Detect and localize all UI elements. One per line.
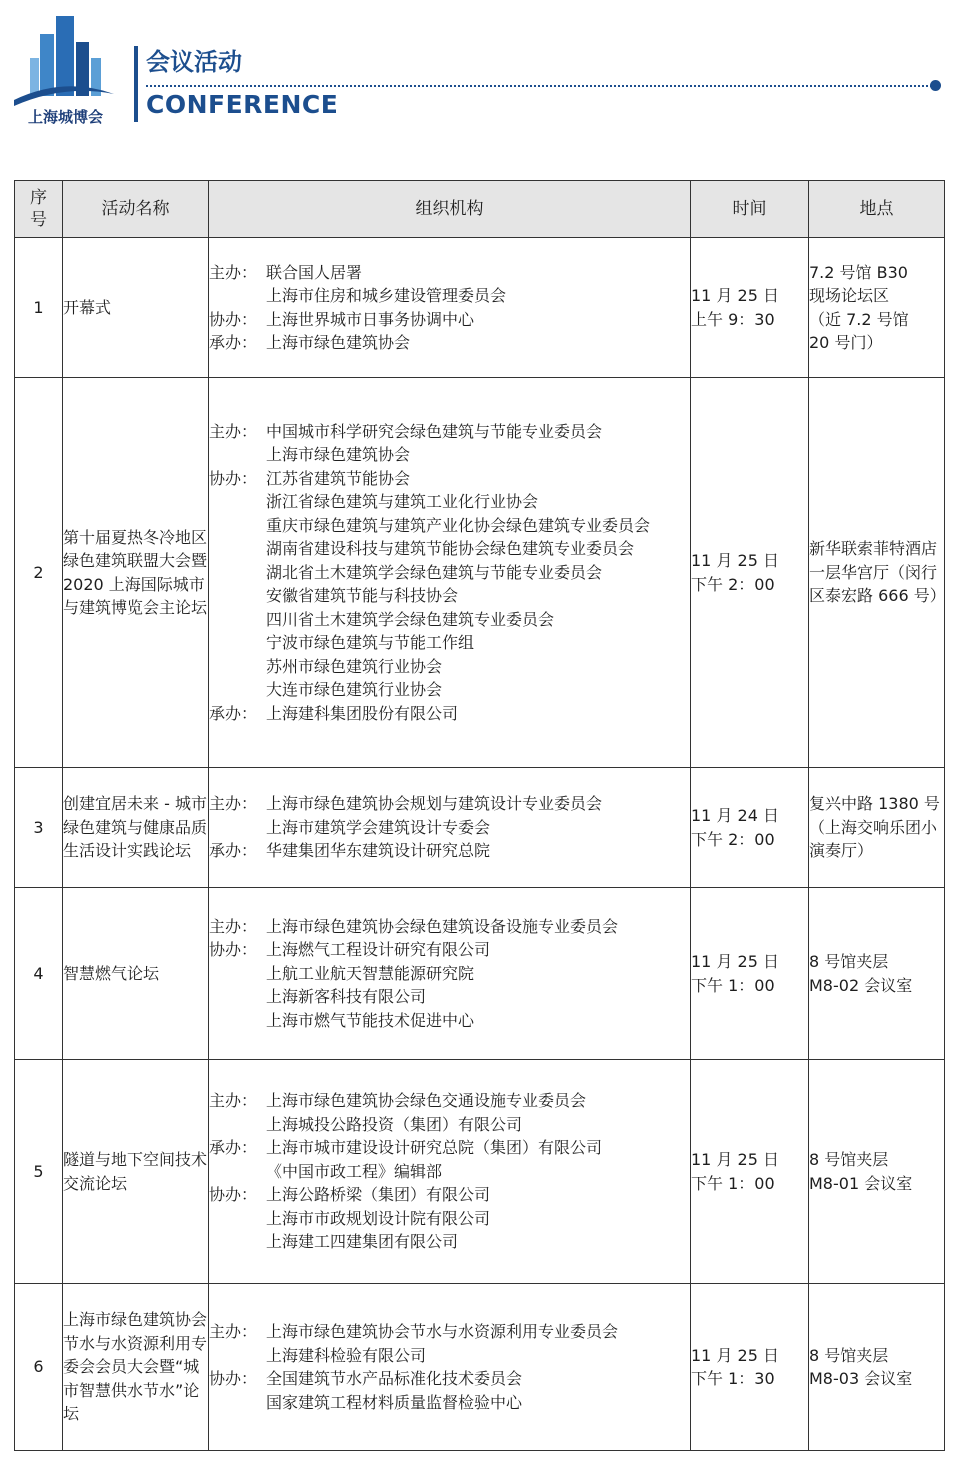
place-line: 现场论坛区: [809, 286, 890, 305]
organizer-group: [209, 467, 690, 702]
table-row: [15, 888, 945, 1060]
organizer-role: 协办：: [209, 468, 258, 488]
row-number: 4: [15, 888, 63, 1060]
organizer-name: 湖北省土木建筑学会绿色建筑与节能专业委员会: [266, 562, 603, 582]
organizer-list: [266, 792, 690, 839]
event-time: [691, 888, 809, 1060]
table-row: [15, 768, 945, 888]
organizers-cell: [209, 768, 691, 888]
organizer-name: 上海市燃气节能技术促进中心: [266, 1010, 475, 1030]
time-line: 下午 1：00: [691, 1173, 775, 1193]
organizer-name: 上海市市政规划设计院有限公司: [266, 1208, 491, 1228]
organizer-role: 协办：: [209, 1185, 258, 1205]
col-header-no: 序号: [15, 181, 63, 238]
organizer-name: 安徽省建筑节能与科技协会: [266, 586, 459, 606]
organizer-name: 上海市城市建设设计研究总院（集团）有限公司: [266, 1138, 603, 1158]
organizer-role: 主办：: [209, 421, 258, 441]
event-time: [691, 1284, 809, 1451]
organizer-role: 承办：: [209, 333, 258, 352]
organizer-list: [266, 261, 690, 308]
organizer-list: [266, 839, 690, 863]
organizer-name: 上海市建筑学会建筑设计专委会: [266, 817, 491, 837]
organizer-group: [209, 915, 690, 939]
place-line: M8-02 会议室: [809, 975, 913, 995]
event-place: [809, 238, 945, 378]
organizer-role: 主办：: [209, 262, 258, 282]
activity-name: 创建宜居未来 - 城市绿色建筑与健康品质生活设计实践论坛: [63, 768, 209, 888]
organizer-role: 协办：: [209, 940, 258, 960]
logo-text: 上海城博会: [28, 108, 104, 126]
place-line: 20 号门）: [809, 333, 883, 352]
organizer-name: 上海市绿色建筑协会: [266, 333, 411, 352]
organizer-list: [266, 1089, 690, 1136]
activity-name: 开幕式: [63, 238, 209, 378]
organizer-role: 承办：: [209, 1138, 258, 1158]
organizer-role: 承办：: [209, 703, 258, 723]
activity-name: 智慧燃气论坛: [63, 888, 209, 1060]
organizer-name: 上海市绿色建筑协会规划与建筑设计专业委员会: [266, 794, 603, 814]
table-header-row: [15, 181, 945, 238]
organizer-group: [209, 702, 690, 726]
event-place: [809, 768, 945, 888]
organizer-name: 《中国市政工程》编辑部: [266, 1161, 443, 1181]
row-number: 1: [15, 238, 63, 378]
time-line: 11 月 24 日: [691, 806, 779, 825]
organizer-name: 上海建工四建集团有限公司: [266, 1232, 459, 1252]
col-header-time: 时间: [691, 181, 809, 238]
col-header-name: 活动名称: [63, 181, 209, 238]
organizer-name: 重庆市绿色建筑与建筑产业化协会绿色建筑专业委员会: [266, 515, 651, 535]
table-row: [15, 1060, 945, 1284]
organizer-group: [209, 1183, 690, 1254]
table-row: [15, 378, 945, 768]
organizer-name: 上海市绿色建筑协会: [266, 445, 411, 465]
table-row: [15, 1284, 945, 1451]
page-header: [0, 0, 956, 140]
organizer-group: [209, 1089, 690, 1136]
row-number: 5: [15, 1060, 63, 1284]
organizer-name: 上海市绿色建筑协会节水与水资源利用专业委员会: [266, 1322, 619, 1341]
organizer-role: 主办：: [209, 1091, 258, 1111]
place-line: 8 号馆夹层: [809, 1345, 889, 1365]
organizer-name: 大连市绿色建筑行业协会: [266, 680, 443, 700]
organizer-list: [266, 938, 690, 1032]
time-line: 下午 2：00: [691, 829, 775, 849]
organizer-name: 国家建筑工程材料质量监督检验中心: [266, 1392, 523, 1412]
organizer-group: [209, 1320, 690, 1367]
organizer-group: [209, 308, 690, 332]
organizer-name: 上海城投公路投资（集团）有限公司: [266, 1114, 523, 1134]
organizer-name: 湖南省建设科技与建筑节能协会绿色建筑专业委员会: [266, 539, 635, 559]
place-line: 复兴中路 1380 号（上海交响乐团小演奏厅）: [809, 794, 940, 861]
organizers-cell: [209, 378, 691, 768]
event-place: [809, 1284, 945, 1451]
organizer-group: [209, 420, 690, 467]
table-row: [15, 238, 945, 378]
place-line: 8 号馆夹层: [809, 1150, 889, 1169]
organizer-group: [209, 839, 690, 863]
col-header-place: 地点: [809, 181, 945, 238]
organizer-role: 主办：: [209, 794, 258, 814]
event-place: [809, 378, 945, 768]
organizers-cell: [209, 1284, 691, 1451]
place-line: 新华联索菲特酒店一层华宫厅（闵行区泰宏路 666 号）: [809, 539, 946, 606]
organizer-name: 江苏省建筑节能协会: [266, 468, 411, 488]
organizer-name: 华建集团华东建筑设计研究总院: [266, 841, 491, 861]
organizer-name: 苏州市绿色建筑行业协会: [266, 656, 443, 676]
row-number: 3: [15, 768, 63, 888]
place-line: （近 7.2 号馆: [809, 309, 909, 329]
organizer-name: 四川省土木建筑学会绿色建筑专业委员会: [266, 609, 555, 629]
event-time: [691, 238, 809, 378]
time-line: 11 月 25 日: [691, 551, 779, 570]
time-line: 11 月 25 日: [691, 1345, 779, 1365]
organizer-list: [266, 1136, 690, 1183]
place-line: 7.2 号馆 B30: [809, 262, 908, 282]
organizer-list: [266, 1320, 690, 1367]
time-line: 11 月 25 日: [691, 286, 779, 305]
organizer-name: 宁波市绿色建筑与节能工作组: [266, 633, 475, 653]
organizer-role: 承办：: [209, 841, 258, 861]
organizer-list: [266, 420, 690, 467]
organizer-group: [209, 792, 690, 839]
event-time: [691, 378, 809, 768]
time-line: 下午 1：30: [691, 1369, 775, 1388]
event-time: [691, 1060, 809, 1284]
organizers-cell: [209, 238, 691, 378]
place-line: 8 号馆夹层: [809, 952, 889, 971]
section-title-en: CONFERENCE: [146, 90, 339, 119]
activity-name: 第十届夏热冬冷地区绿色建筑联盟大会暨 2020 上海国际城市与建筑博览会主论坛: [63, 378, 209, 768]
event-place: [809, 888, 945, 1060]
col-header-org: 组织机构: [209, 181, 691, 238]
time-line: 11 月 25 日: [691, 1150, 779, 1169]
organizer-role: 协办：: [209, 309, 258, 329]
organizer-list: [266, 702, 690, 726]
organizer-list: [266, 1183, 690, 1254]
organizer-name: 浙江省绿色建筑与建筑工业化行业协会: [266, 492, 539, 512]
organizer-name: 中国城市科学研究会绿色建筑与节能专业委员会: [266, 421, 603, 441]
activity-name: 隧道与地下空间技术交流论坛: [63, 1060, 209, 1284]
organizer-name: 上航工业航天智慧能源研究院: [266, 963, 475, 983]
title-accent-bar: [134, 46, 138, 122]
event-time: [691, 768, 809, 888]
activity-name: 上海市绿色建筑协会节水与水资源利用专委会会员大会暨“城市智慧供水节水”论坛: [63, 1284, 209, 1451]
organizer-name: 上海建科集团股份有限公司: [266, 703, 459, 723]
schedule-table: [14, 180, 945, 1451]
divider-end-dot: [930, 80, 941, 91]
organizer-list: [266, 467, 690, 702]
organizers-cell: [209, 888, 691, 1060]
place-line: M8-03 会议室: [809, 1369, 913, 1388]
organizer-name: 上海建科检验有限公司: [266, 1345, 427, 1365]
skyline-logo-icon: [12, 14, 116, 110]
organizer-name: 上海世界城市日事务协调中心: [266, 309, 475, 329]
organizer-group: [209, 938, 690, 1032]
organizer-name: 上海市绿色建筑协会绿色建筑设备设施专业委员会: [266, 916, 619, 936]
organizer-name: 联合国人居署: [266, 262, 363, 282]
time-line: 11 月 25 日: [691, 952, 779, 971]
row-number: 6: [15, 1284, 63, 1451]
event-place: [809, 1060, 945, 1284]
row-number: 2: [15, 378, 63, 768]
organizer-role: 协办：: [209, 1369, 258, 1388]
organizer-role: 主办：: [209, 1322, 258, 1341]
organizer-name: 上海市绿色建筑协会绿色交通设施专业委员会: [266, 1091, 587, 1111]
dotted-divider: [146, 85, 932, 87]
organizer-list: [266, 308, 690, 332]
place-line: M8-01 会议室: [809, 1173, 913, 1193]
organizer-name: 上海公路桥梁（集团）有限公司: [266, 1185, 491, 1205]
organizer-group: [209, 261, 690, 308]
organizer-group: [209, 1367, 690, 1414]
section-title-cn: 会议活动: [146, 48, 242, 76]
organizer-group: [209, 331, 690, 355]
time-line: 下午 2：00: [691, 574, 775, 594]
organizers-cell: [209, 1060, 691, 1284]
time-line: 下午 1：00: [691, 975, 775, 995]
organizer-name: 上海燃气工程设计研究有限公司: [266, 940, 491, 960]
organizer-name: 上海市住房和城乡建设管理委员会: [266, 286, 507, 305]
organizer-list: [266, 915, 690, 939]
time-line: 上午 9：30: [691, 309, 775, 329]
organizer-list: [266, 1367, 690, 1414]
organizer-list: [266, 331, 690, 355]
organizer-role: 主办：: [209, 916, 258, 936]
organizer-name: 全国建筑节水产品标准化技术委员会: [266, 1369, 523, 1388]
organizer-name: 上海新客科技有限公司: [266, 987, 427, 1007]
organizer-group: [209, 1136, 690, 1183]
